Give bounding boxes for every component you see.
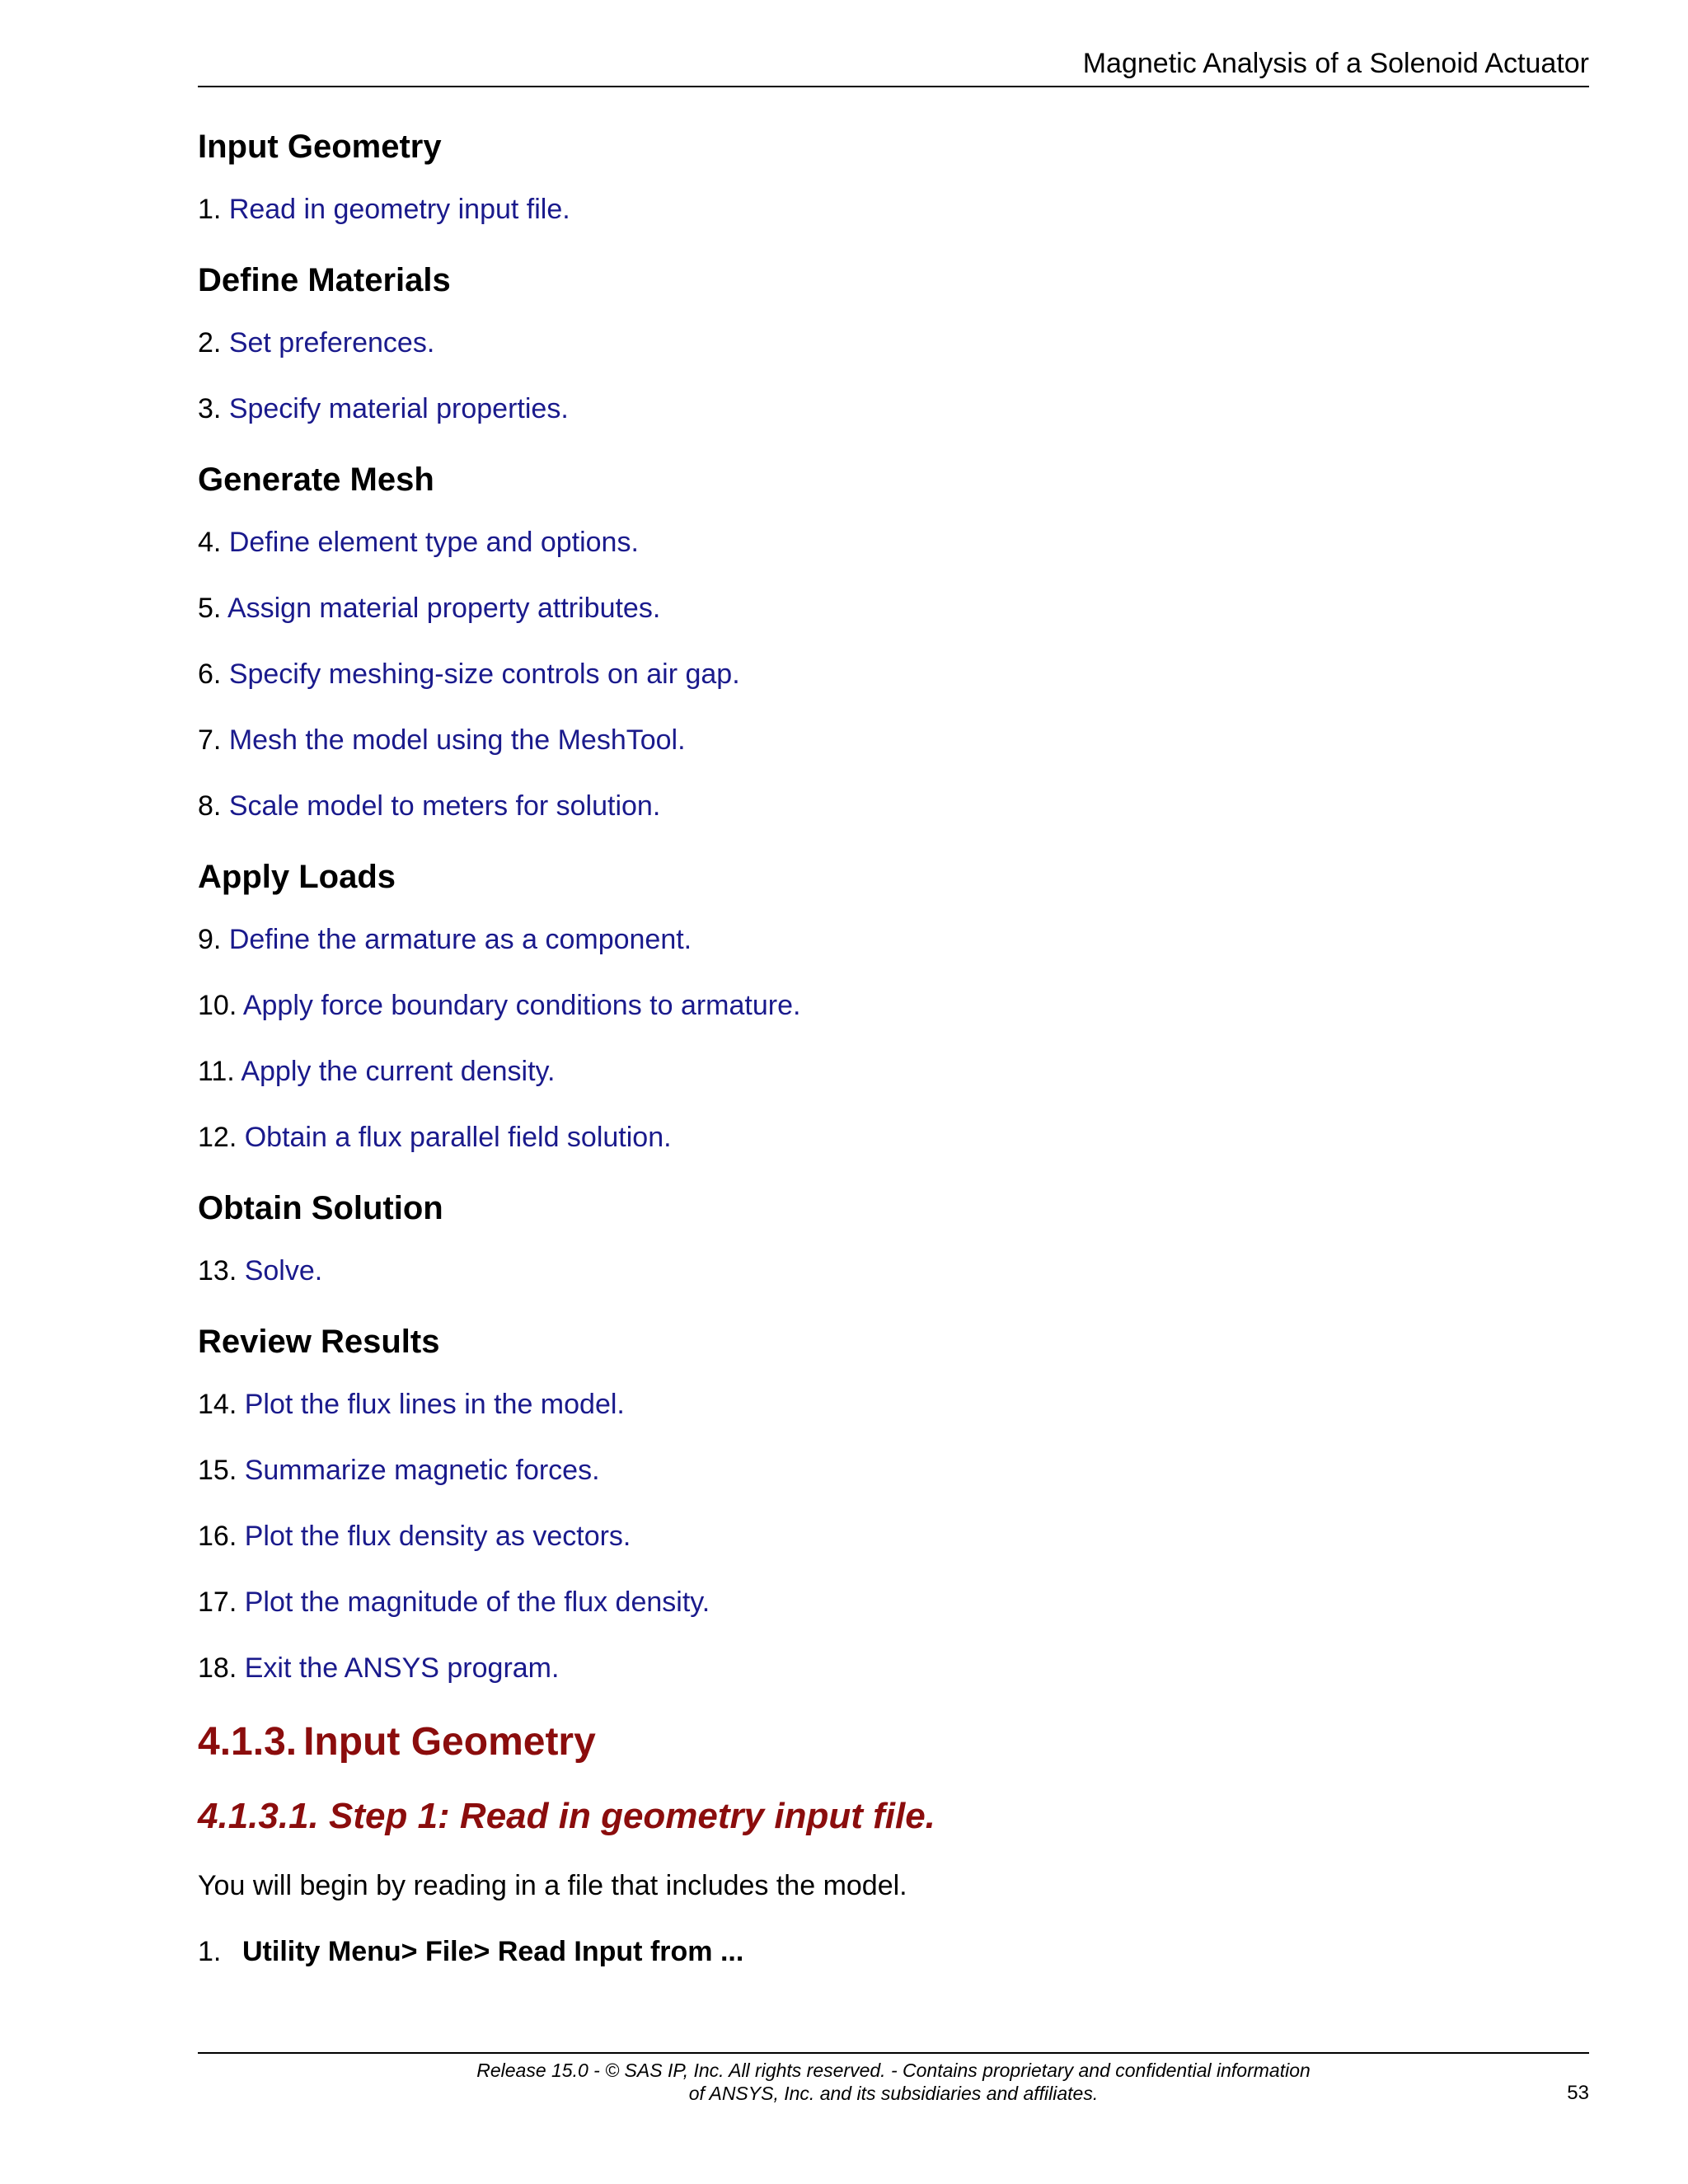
- menu-path: Utility Menu> File> Read Input from ...: [242, 1936, 744, 1967]
- step-link[interactable]: Exit the ANSYS program.: [244, 1652, 560, 1684]
- main-content: [198, 120, 1589, 1975]
- step-link[interactable]: Plot the magnitude of the flux density.: [244, 1586, 710, 1618]
- group-heading-define-materials: Define Materials: [198, 262, 451, 298]
- step-number: 4.: [198, 527, 222, 558]
- group-heading-obtain-solution: Obtain Solution: [198, 1190, 443, 1226]
- step-number: 6.: [198, 658, 222, 690]
- step-item: [198, 785, 1589, 827]
- step-number: 11.: [198, 1056, 235, 1087]
- step-item: [198, 321, 1589, 364]
- step-item: [198, 188, 1589, 231]
- page-number: 53: [1567, 2082, 1589, 2104]
- subsection-title: Step 1: Read in geometry input file.: [329, 1796, 935, 1836]
- running-header: Magnetic Analysis of a Solenoid Actuator: [1082, 48, 1589, 79]
- step-number: 8.: [198, 790, 222, 822]
- step-item: [198, 719, 1589, 762]
- step-number: 9.: [198, 924, 222, 955]
- footer-line-2: of ANSYS, Inc. and its subsidiaries and affiliates.: [688, 2083, 1099, 2104]
- step-number: 13.: [198, 1255, 237, 1286]
- step-link[interactable]: Solve.: [244, 1255, 323, 1286]
- step-link[interactable]: Summarize magnetic forces.: [244, 1455, 600, 1486]
- step-item: [198, 984, 1589, 1027]
- step-item: [198, 653, 1589, 696]
- step-link[interactable]: Scale model to meters for solution.: [228, 790, 661, 822]
- subsection-number: 4.1.3.1.: [198, 1796, 319, 1836]
- step-number: 5.: [198, 593, 222, 624]
- step-item: [198, 1383, 1589, 1426]
- section-number: 4.1.3.: [198, 1720, 298, 1764]
- group-heading-apply-loads: Apply Loads: [198, 859, 396, 895]
- step-number: 12.: [198, 1122, 237, 1153]
- step-link[interactable]: Specify material properties.: [228, 393, 569, 424]
- step-item: [198, 918, 1589, 961]
- footer-rule: [198, 2052, 1589, 2054]
- step-link[interactable]: Define the armature as a component.: [228, 924, 692, 955]
- step-number: 7.: [198, 724, 222, 756]
- step-link[interactable]: Apply the current density.: [241, 1056, 556, 1087]
- step-item: [198, 1515, 1589, 1558]
- step-number: 10.: [198, 990, 237, 1021]
- step-number: 16.: [198, 1521, 237, 1552]
- step-number: 1.: [198, 194, 222, 225]
- footer-line-1: Release 15.0 - © SAS IP, Inc. All rights reserved. - Contains proprietary and confidential information: [476, 2060, 1311, 2081]
- step-link[interactable]: Obtain a flux parallel field solution.: [244, 1122, 672, 1153]
- step-link[interactable]: Apply force boundary conditions to armature.: [242, 990, 801, 1021]
- step-number: 15.: [198, 1455, 237, 1486]
- step-link[interactable]: Set preferences.: [228, 327, 435, 359]
- step-number: 2.: [198, 327, 222, 359]
- step-link[interactable]: Read in geometry input file.: [228, 194, 570, 225]
- step-item: [198, 1647, 1589, 1690]
- step-number: 18.: [198, 1652, 237, 1684]
- subsection-heading: [198, 1790, 1589, 1843]
- menu-step-item: [198, 1929, 1589, 1975]
- header-rule: [198, 86, 1589, 87]
- group-heading-input-geometry: Input Geometry: [198, 129, 442, 165]
- menu-step-number: 1.: [198, 1936, 222, 1967]
- step-item: [198, 1581, 1589, 1624]
- step-item: [198, 1050, 1589, 1093]
- step-link[interactable]: Plot the flux lines in the model.: [244, 1389, 625, 1420]
- footer-legal: [198, 2059, 1589, 2105]
- step-number: 17.: [198, 1586, 237, 1618]
- step-item: [198, 1449, 1589, 1492]
- step-item: [198, 1249, 1589, 1292]
- body-paragraph: You will begin by reading in a file that includes the model.: [198, 1870, 907, 1901]
- step-item: [198, 587, 1589, 630]
- step-item: [198, 1116, 1589, 1159]
- group-heading-generate-mesh: Generate Mesh: [198, 462, 434, 498]
- section-heading: [198, 1713, 1589, 1772]
- step-link[interactable]: Define element type and options.: [228, 527, 639, 558]
- step-number: 14.: [198, 1389, 237, 1420]
- step-number: 3.: [198, 393, 222, 424]
- step-item: [198, 387, 1589, 430]
- group-heading-review-results: Review Results: [198, 1324, 440, 1360]
- step-link[interactable]: Assign material property attributes.: [227, 593, 661, 624]
- step-link[interactable]: Mesh the model using the MeshTool.: [228, 724, 686, 756]
- step-item: [198, 521, 1589, 564]
- section-title: Input Geometry: [303, 1720, 596, 1764]
- step-link[interactable]: Plot the flux density as vectors.: [244, 1521, 631, 1552]
- step-link[interactable]: Specify meshing-size controls on air gap.: [228, 658, 740, 690]
